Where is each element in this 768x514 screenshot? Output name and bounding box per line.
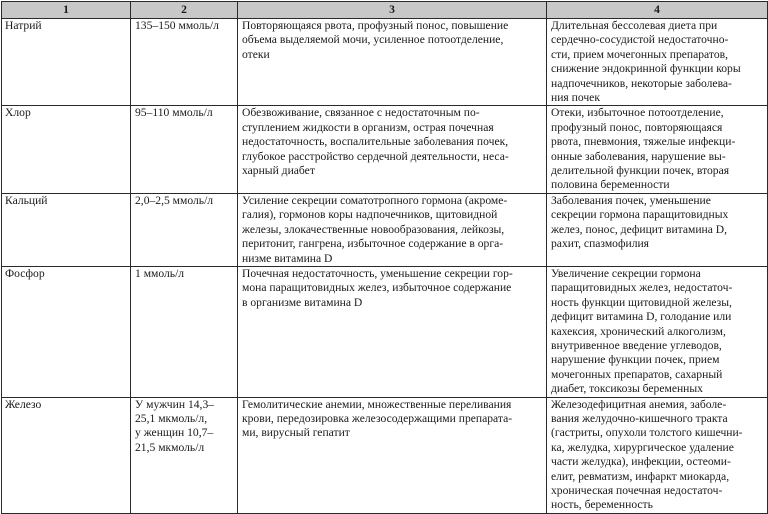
norm-value: У мужчин 14,3– 25,1 мкмоль/л, у женщин 10,7– 21,5 мкмоль/л (131, 397, 238, 513)
decrease-causes: Увеличение секреции гормона паращитовидных желез, недостаточ- ность функции щитовидной железы, дефицит витамина D, голодание или кахексия, хронический алкоголизм, внутривенное введение углеводов, нарушение функции почек, прием мочегонных препаратов, сахарный диабет, токсикозы беременных (547, 266, 768, 397)
norm-value: 95–110 ммоль/л (131, 106, 238, 193)
decrease-causes: Отеки, избыточное потоотделение, профузный понос, повторяющаяся рвота, пневмония, тяжелые инфекци- онные заболевания, нарушение вы- делительной функции почек, вторая половина беременности (547, 106, 768, 193)
header-col-2: 2 (131, 2, 238, 19)
header-row (2, 2, 768, 19)
increase-causes: Повторяющаяся рвота, профузный понос, повышение объема выделяемой мочи, усиленное потоотделение, отеки (238, 19, 547, 106)
header-col-1: 1 (2, 2, 131, 19)
table-row-sodium (2, 19, 768, 106)
decrease-causes: Заболевания почек, уменьшение секреции гормона паращитовидных желез, понос, дефицит витамина D, рахит, спазмофилия (547, 193, 768, 266)
element-name: Кальций (2, 193, 131, 266)
element-name: Хлор (2, 106, 131, 193)
header-col-4: 4 (547, 2, 768, 19)
decrease-causes: Длительная бессолевая диета при сердечно-сосудистой недостаточно- сти, прием мочегонных препаратов, снижение эндокринной функции коры надпочечников, некоторые заболева- ния почек (547, 19, 768, 106)
table-row-calcium (2, 193, 768, 266)
increase-causes: Почечная недостаточность, уменьшение секреции гор- мона паращитовидных желез, избыточное содержание в организме витамина D (238, 266, 547, 397)
table-row-chlorine (2, 106, 768, 193)
increase-causes: Гемолитические анемии, множественные переливания крови, передозировка железосодержащими препарата- ми, вирусный гепатит (238, 397, 547, 513)
electrolyte-table (1, 1, 768, 514)
norm-value: 1 ммоль/л (131, 266, 238, 397)
decrease-causes: Железодефицитная анемия, заболе- вания желудочно-кишечного тракта (гастриты, опухоли толстого кишечни- ка, желудка, хирургическое удаление части желудка), инфекции, остеоми- елит, ревматизм, инфаркт миокарда, хроническая почечная недостаточ- ность, беременность (547, 397, 768, 513)
increase-causes: Усиление секреции соматотропного гормона (акроме- галия), гормонов коры надпочечников, щитовидной железы, злокачественные новообразования, лейкозы, перитонит, гангрена, избыточное содержание в орга- низме витамина D (238, 193, 547, 266)
table-header (2, 2, 768, 19)
norm-value: 135–150 ммоль/л (131, 19, 238, 106)
header-col-3: 3 (238, 2, 547, 19)
element-name: Фосфор (2, 266, 131, 397)
element-name: Железо (2, 397, 131, 513)
increase-causes: Обезвоживание, связанное с недостаточным по- ступлением жидкости в организм, острая почечная недостаточность, воспалительные заболевания почек, глубокое расстройство сердечной деятельности, неса- харный диабет (238, 106, 547, 193)
norm-value: 2,0–2,5 ммоль/л (131, 193, 238, 266)
table-row-iron (2, 397, 768, 513)
element-name: Натрий (2, 19, 131, 106)
table-row-phosphorus (2, 266, 768, 397)
